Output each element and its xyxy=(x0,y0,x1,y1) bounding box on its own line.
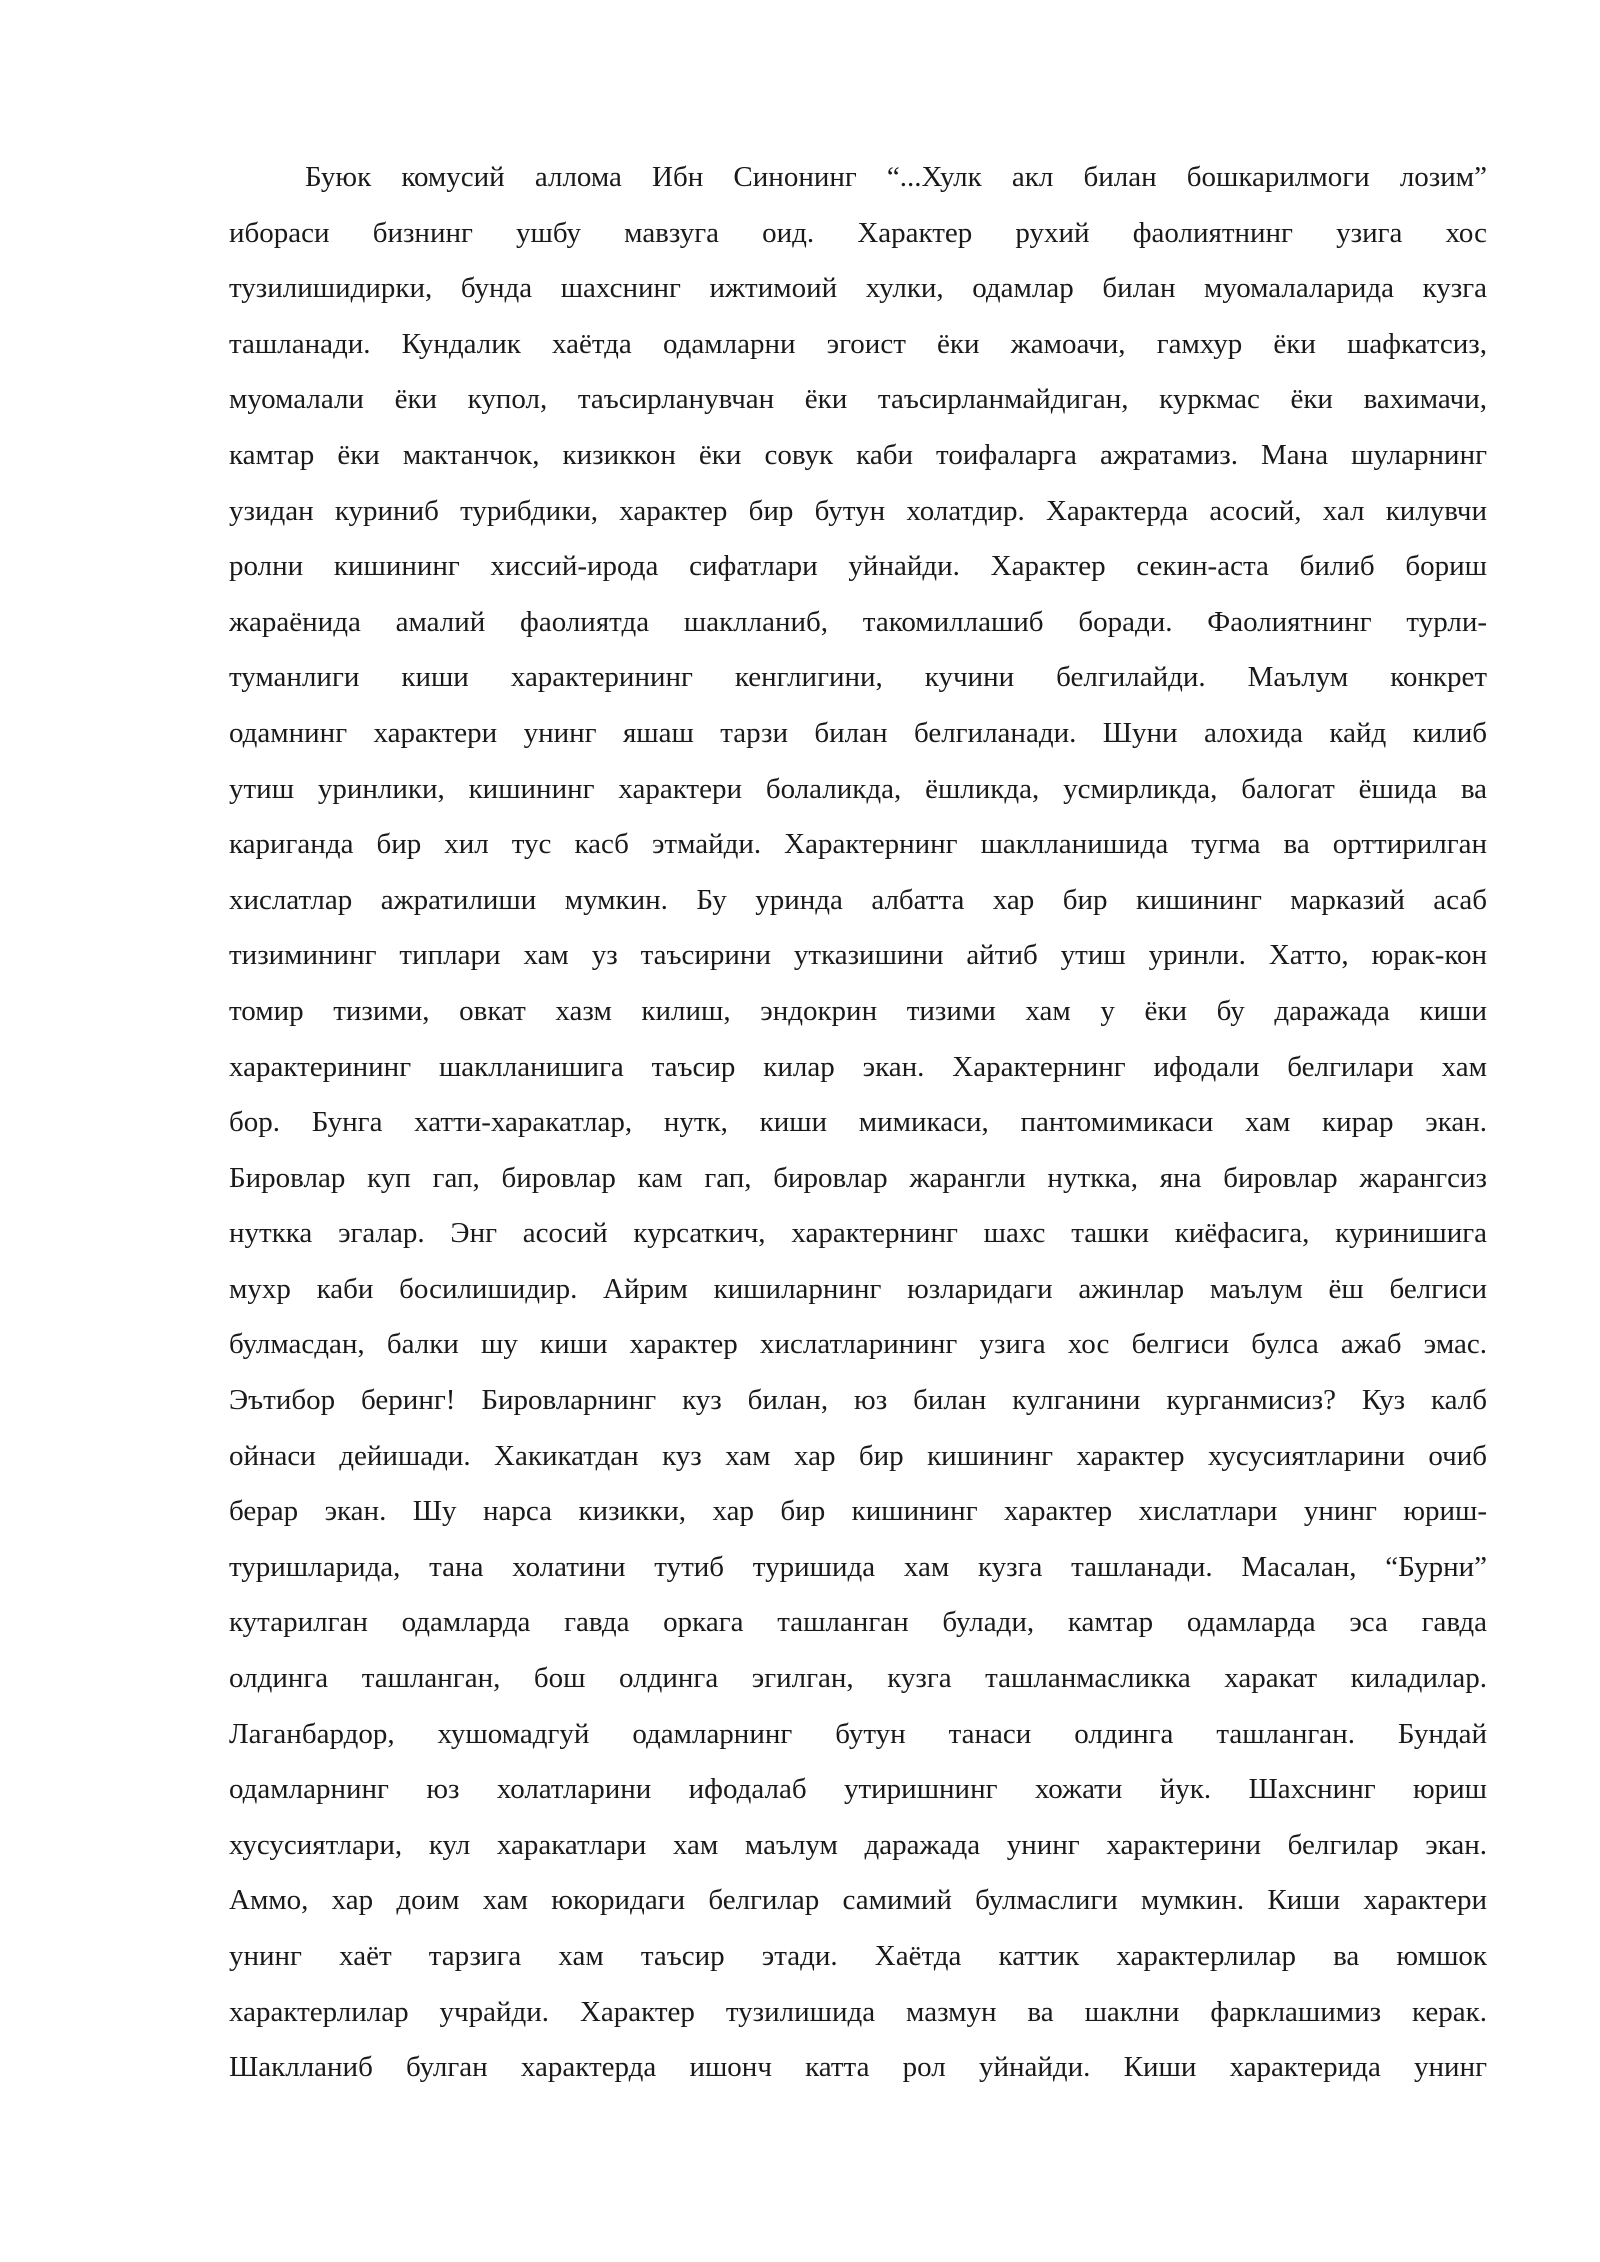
text-line: тузилишидирки, бунда шахснинг ижтимоий хулки, одамлар билан муомалаларида кузга xyxy=(229,272,1487,305)
text-line: Бировлар куп гап, бировлар кам гап, бировлар жарангли нуткка, яна бировлар жарангсиз xyxy=(229,1161,1487,1194)
text-line: ойнаси дейишади. Хакикатдан куз хам хар бир кишининг характер хусусиятларини очиб xyxy=(229,1439,1487,1472)
text-line: унинг хаёт тарзига хам таъсир этади. Хаётда каттик характерлилар ва юмшок xyxy=(229,1940,1487,1972)
text-line: муомалали ёки купол, таъсирланувчан ёки таъсирланмайдиган, куркмас ёки вахимачи, xyxy=(229,383,1487,416)
text-line: кутарилган одамларда гавда оркага ташланган булади, камтар одамларда эса гавда xyxy=(229,1606,1487,1639)
text-line: тизимининг типлари хам уз таъсирини утказишини айтиб утиш уринли. Хатто, юрак-кон xyxy=(229,939,1487,972)
text-line: узидан куриниб турибдики, характер бир бутун холатдир. Характерда асосий, хал килувчи xyxy=(229,494,1487,527)
text-line: бор. Бунга хатти-харакатлар, нутк, киши мимикаси, пантомимикаси хам кирар экан. xyxy=(229,1106,1487,1139)
text-line: олдинга ташланган, бош олдинга эгилган, кузга ташланмасликка харакат киладилар. xyxy=(229,1662,1487,1695)
text-line: ташланади. Кундалик хаётда одамларни эгоист ёки жамоачи, гамхур ёки шафкатсиз, xyxy=(229,327,1487,360)
text-line: туманлиги киши характерининг кенглигини, кучини белгилайди. Маълум конкрет xyxy=(229,661,1487,694)
text-line: камтар ёки мактанчок, кизиккон ёки совук каби тоифаларга ажратамиз. Мана шуларнинг xyxy=(229,438,1487,471)
text-line: одамнинг характери унинг яшаш тарзи билан белгиланади. Шуни алохида кайд килиб xyxy=(229,716,1487,749)
text-line: туришларида, тана холатини тутиб туришида хам кузга ташланади. Масалан, “Бурни” xyxy=(229,1550,1487,1583)
text-line: мухр каби босилишидир. Айрим кишиларнинг юзларидаги ажинлар маълум ёш белгиси xyxy=(229,1272,1487,1305)
text-line: жараёнида амалий фаолиятда шаклланиб, такомиллашиб боради. Фаолиятнинг турли- xyxy=(229,605,1487,638)
text-line: Буюк комусий аллома Ибн Синонинг “...Хулк акл билан бошкарилмоги лозим” xyxy=(305,161,1487,193)
text-line: нуткка эгалар. Энг асосий курсаткич, характернинг шахс ташки киёфасига, куринишига xyxy=(229,1217,1487,1250)
text-line: берар экан. Шу нарса кизикки, хар бир кишининг характер хислатлари унинг юриш- xyxy=(229,1495,1487,1528)
text-line: кариганда бир хил тус касб этмайди. Характернинг шаклланишида тугма ва орттирилган xyxy=(229,828,1487,861)
text-line: хусусиятлари, кул харакатлари хам маълум даражада унинг характерини белгилар экан. xyxy=(229,1828,1487,1861)
body-paragraph xyxy=(229,150,1487,2096)
text-line: одамларнинг юз холатларини ифодалаб утиришнинг хожати йук. Шахснинг юриш xyxy=(229,1773,1487,1806)
text-line: характерлилар учрайди. Характер тузилишида мазмун ва шаклни фарклашимиз керак. xyxy=(229,1995,1487,2028)
text-line: ибораси бизнинг ушбу мавзуга оид. Характер рухий фаолиятнинг узига хос xyxy=(229,216,1487,249)
text-line: булмасдан, балки шу киши характер хислатларининг узига хос белгиси булса ажаб эмас. xyxy=(229,1328,1487,1361)
text-line: Лаганбардор, хушомадгуй одамларнинг бутун танаси олдинга ташланган. Бундай xyxy=(229,1717,1487,1750)
text-line: Шаклланиб булган характерда ишонч катта рол уйнайди. Киши характерида унинг xyxy=(229,2051,1487,2084)
text-line: характерининг шаклланишига таъсир килар экан. Характернинг ифодали белгилари хам xyxy=(229,1050,1487,1083)
text-line: Эътибор беринг! Бировларнинг куз билан, юз билан кулганини курганмисиз? Куз калб xyxy=(229,1384,1487,1417)
text-line: хислатлар ажратилиши мумкин. Бу уринда албатта хар бир кишининг марказий асаб xyxy=(229,883,1487,916)
text-line: ролни кишининг хиссий-ирода сифатлари уйнайди. Характер секин-аста билиб бориш xyxy=(229,550,1487,583)
text-line: томир тизими, овкат хазм килиш, эндокрин тизими хам у ёки бу даражада киши xyxy=(229,994,1487,1027)
text-line: Аммо, хар доим хам юкоридаги белгилар самимий булмаслиги мумкин. Киши характери xyxy=(229,1884,1487,1917)
text-line: утиш уринлики, кишининг характери болаликда, ёшликда, усмирликда, балогат ёшида ва xyxy=(229,772,1487,805)
